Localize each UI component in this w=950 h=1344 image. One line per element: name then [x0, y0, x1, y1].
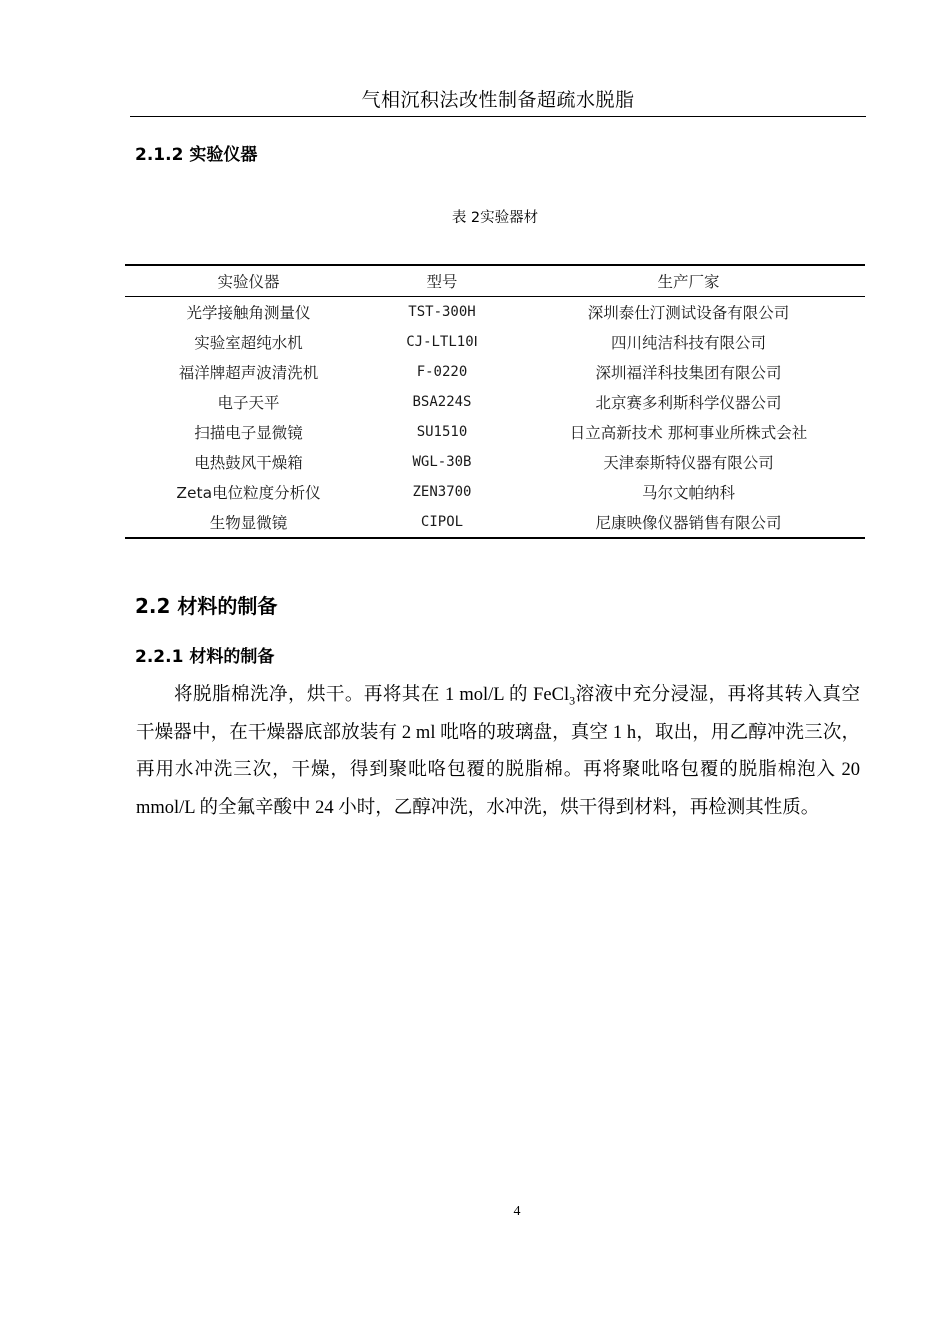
paragraph-text-part1: 将脱脂棉洗净，烘干。再将其在 1 mol/L 的 FeCl	[174, 685, 570, 705]
manufacturer-cell: 天津泰斯特仪器有限公司	[603, 454, 774, 472]
subscript-three: 3	[569, 693, 576, 708]
manufacturer-cell: 马尔文帕纳科	[641, 484, 735, 502]
instrument-cell: Zeta电位粒度分析仪	[176, 484, 321, 502]
section-heading-2-2-1: 2.2.1 材料的制备	[135, 647, 275, 667]
model-cell: WGL-30B	[412, 454, 472, 470]
running-header-title: 气相沉积法改性制备超疏水脱脂	[361, 90, 635, 111]
manufacturer-cell: 日立高新技术 那柯事业所株式会社	[569, 424, 808, 442]
model-cell: SU1510	[416, 424, 468, 440]
instrument-cell: 生物显微镜	[209, 514, 288, 532]
instrument-cell: 电热鼓风干燥箱	[194, 454, 303, 472]
section-heading-2-2: 2.2 材料的制备	[135, 594, 278, 618]
manufacturer-cell: 尼康映像仪器销售有限公司	[595, 514, 782, 532]
instrument-cell: 电子天平	[217, 394, 280, 412]
manufacturer-cell: 北京赛多利斯科学仪器公司	[595, 394, 782, 412]
model-cell: TST-300H	[408, 304, 476, 320]
table-row	[125, 507, 865, 538]
table-row	[125, 357, 865, 387]
column-header-manufacturer: 生产厂家	[657, 273, 720, 291]
equipment-table	[125, 264, 865, 539]
paragraph-text-part2: 溶液中充分浸湿，再将其转入真空干燥器中，在干燥器底部放装有 2 ml 吡咯的玻璃盘，真空 1 h，取出，用乙醇冲洗三次，再用水冲洗三次，干燥，得到聚吡咯包覆的脱脂棉。再将聚吡咯包覆的脱脂棉泡入 20 mmol/L 的全氟辛酸中 24 小时，乙醇冲洗，水冲洗，烘干得到材料，再检测其性质。	[136, 685, 860, 818]
table-caption: 表 2实验器材	[451, 210, 539, 226]
table-row	[125, 327, 865, 357]
column-header-model: 型号	[426, 273, 458, 291]
table-row	[125, 387, 865, 417]
section-heading-2-1-2: 2.1.2 实验仪器	[135, 145, 258, 165]
manufacturer-cell: 深圳泰仕汀测试设备有限公司	[587, 304, 790, 322]
model-cell: BSA224S	[412, 394, 472, 410]
table-row	[125, 447, 865, 477]
model-cell: F-0220	[416, 364, 468, 380]
instrument-cell: 扫描电子显微镜	[194, 424, 303, 442]
table-row	[125, 417, 865, 447]
instrument-cell: 光学接触角测量仪	[186, 304, 311, 322]
manufacturer-cell: 深圳福洋科技集团有限公司	[595, 364, 782, 382]
model-cell: CJ-LTL10Ⅰ	[406, 334, 478, 350]
page-number: 4	[513, 1204, 521, 1219]
table-row	[125, 477, 865, 507]
instrument-cell: 福洋牌超声波清洗机	[178, 364, 319, 382]
body-paragraph	[136, 677, 860, 827]
table-row	[125, 297, 865, 328]
manufacturer-cell: 四川纯洁科技有限公司	[610, 334, 766, 352]
header-rule	[130, 116, 866, 117]
model-cell: CIPOL	[420, 514, 464, 530]
column-header-instrument: 实验仪器	[217, 273, 280, 291]
model-cell: ZEN3700	[412, 484, 472, 500]
instrument-cell: 实验室超纯水机	[194, 334, 303, 352]
table-header-row	[125, 265, 865, 297]
